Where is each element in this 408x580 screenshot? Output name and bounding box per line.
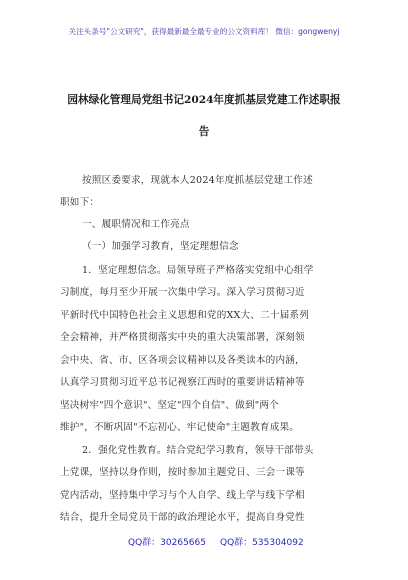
body-line: 认真学习贯彻习近平总书记视察江西时的重要讲话精神等 [60, 377, 305, 388]
body-line: 会中央、省、市、区各项会议精神以及各类读本的内涵， [60, 355, 305, 366]
footer-qq-group-1: QQ群：30265665 [128, 538, 206, 548]
body-line: 全会精神，并严格贯彻落实中央的重大决策部署，深刻领 [60, 332, 305, 343]
body-line: 1．坚定理想信念。局领导班子严格落实党组中心组学 [82, 265, 314, 276]
body-line: 坚决树牢"四个意识"、坚定"四个自信"、做到"两个 [60, 400, 279, 411]
section-heading: 一、履职情况和工作亮点 [82, 219, 190, 230]
document-title-line-2: 告 [198, 126, 210, 138]
body-line: 职如下： [60, 197, 100, 208]
body-line: 2．强化党性教育。结合党纪学习教育，领导干部带头 [82, 445, 314, 456]
body-line: 结合，提升全局党员干部的政治理论水平，提高自身党性 [60, 512, 305, 523]
header-banner: 关注头条号"公文研究"，获得最新最全最专业的公文资料库！ 微信：gongwenyj [68, 27, 340, 36]
body-line: 平新时代中国特色社会主义思想和党的XX大、二十届系列 [60, 310, 310, 321]
body-line: 党内活动，坚持集中学习与个人自学、线上学与线下学相 [60, 490, 305, 501]
footer-qq-group-2: QQ群：535304092 [220, 538, 304, 548]
body-line: 按照区委要求，现就本人2024年度抓基层党建工作述 [82, 175, 313, 186]
body-line: 上党课，坚持以身作则，按时参加主题党日、三会一课等 [60, 467, 305, 478]
document-title-line-1: 园林绿化管理局党组书记2024年度抓基层党建工作述职报 [67, 94, 341, 106]
subsection-heading: （一）加强学习教育，坚定理想信念 [82, 241, 239, 252]
body-line: 维护"，不断巩固"不忘初心、牢记使命"主题教育成果。 [60, 422, 300, 433]
body-line: 习制度，每月至少开展一次集中学习。深入学习贯彻习近 [60, 287, 305, 298]
